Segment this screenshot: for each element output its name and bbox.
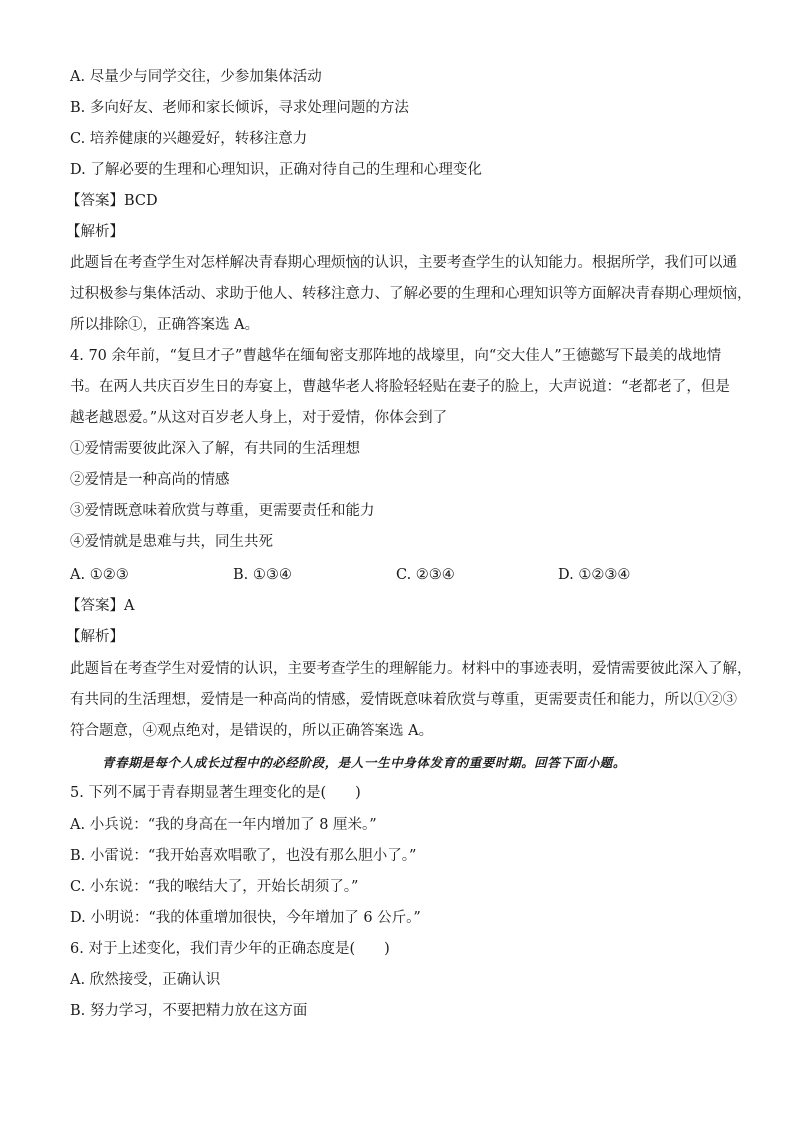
q4-statement-1: ①爱情需要彼此深入了解，有共同的生活理想	[70, 441, 360, 457]
q4-stem-line-2: 书。在两人共庆百岁生日的寿宴上，曹越华老人将脸轻轻贴在妻子的脸上，大声说道：“老都老了，但是	[70, 379, 730, 395]
q6-option-a: A. 欣然接受，正确认识	[70, 972, 221, 988]
q4-statement-3: ③爱情既意味着欣赏与尊重，更需要责任和能力	[70, 503, 375, 519]
q5-stem: 5. 下列不属于青春期显著生理变化的是( )	[70, 785, 361, 801]
q3-option-d: D. 了解必要的生理和心理知识，正确对待自己的生理和心理变化	[70, 162, 482, 178]
q3-answer	[66, 191, 726, 211]
q3-analysis-line-2: 过积极参与集体活动、求助于他人、转移注意力、了解必要的生理和心理知识等方面解决青春期心理烦恼，	[70, 286, 752, 302]
q5-option-d: D. 小明说：“我的体重增加很快，今年增加了 6 公斤。”	[70, 910, 421, 926]
q3-option-a: A. 尽量少与同学交往，少参加集体活动	[70, 69, 322, 85]
q4-choice-b: B. ①③④	[233, 567, 292, 583]
q5-option-b: B. 小雷说：“我开始喜欢唱歌了，也没有那么胆小了。”	[70, 848, 417, 864]
q6-stem: 6. 对于上述变化，我们青少年的正确态度是( )	[70, 941, 390, 957]
q5-option-a: A. 小兵说：“我的身高在一年内增加了 8 厘米。”	[70, 817, 377, 833]
q4-choice-c: C. ②③④	[396, 567, 455, 583]
q4-statement-2: ②爱情是一种高尚的情感	[70, 472, 230, 488]
answer-value: BCD	[124, 193, 158, 209]
q4-analysis-line-2: 有共同的生活理想，爱情是一种高尚的情感，爱情既意味着欣赏与尊重，更需要责任和能力，所以①②③	[70, 692, 737, 708]
q3-analysis-line-1: 此题旨在考查学生对怎样解决青春期心理烦恼的认识，主要考查学生的认知能力。根据所学，我们可以通	[70, 255, 737, 271]
q4-statement-4: ④爱情就是患难与共，同生共死	[70, 534, 273, 550]
q3-option-c: C. 培养健康的兴趣爱好，转移注意力	[70, 131, 308, 147]
q4-choice-d: D. ①②③④	[558, 567, 631, 583]
q3-analysis-line-3: 所以排除①，正确答案选 A。	[70, 317, 260, 333]
q4-stem-line-1: 4. 70 余年前，“复旦才子”曹越华在缅甸密支那阵地的战壕里，向“交大佳人”王德懿写下最美的战地情	[70, 348, 722, 364]
q4-analysis-line-3: 符合题意，④观点绝对，是错误的，所以正确答案选 A。	[70, 723, 434, 739]
q4-choice-a: A. ①②③	[70, 567, 129, 583]
q4-answer	[66, 596, 726, 616]
q6-option-b: B. 努力学习，不要把精力放在这方面	[70, 1003, 308, 1019]
q4-analysis-label: 【解析】	[66, 629, 124, 645]
q3-analysis-label: 【解析】	[66, 224, 124, 240]
answer-label: 【答案】	[66, 598, 124, 614]
q4-stem-line-3: 越老越恩爱。”从这对百岁老人身上，对于爱情，你体会到了	[70, 410, 448, 426]
q5-option-c: C. 小东说：“我的喉结大了，开始长胡须了。”	[70, 879, 359, 895]
q4-analysis-line-1: 此题旨在考查学生对爱情的认识，主要考查学生的理解能力。材料中的事迹表明，爱情需要彼此深入了解，	[70, 661, 752, 677]
group-intro: 青春期是每个人成长过程中的必经阶段，是人一生中身体发育的重要时期。回答下面小题。	[102, 755, 627, 770]
q3-option-b: B. 多向好友、老师和家长倾诉，寻求处理问题的方法	[70, 100, 409, 116]
answer-label: 【答案】	[66, 193, 124, 209]
answer-value: A	[124, 598, 135, 614]
